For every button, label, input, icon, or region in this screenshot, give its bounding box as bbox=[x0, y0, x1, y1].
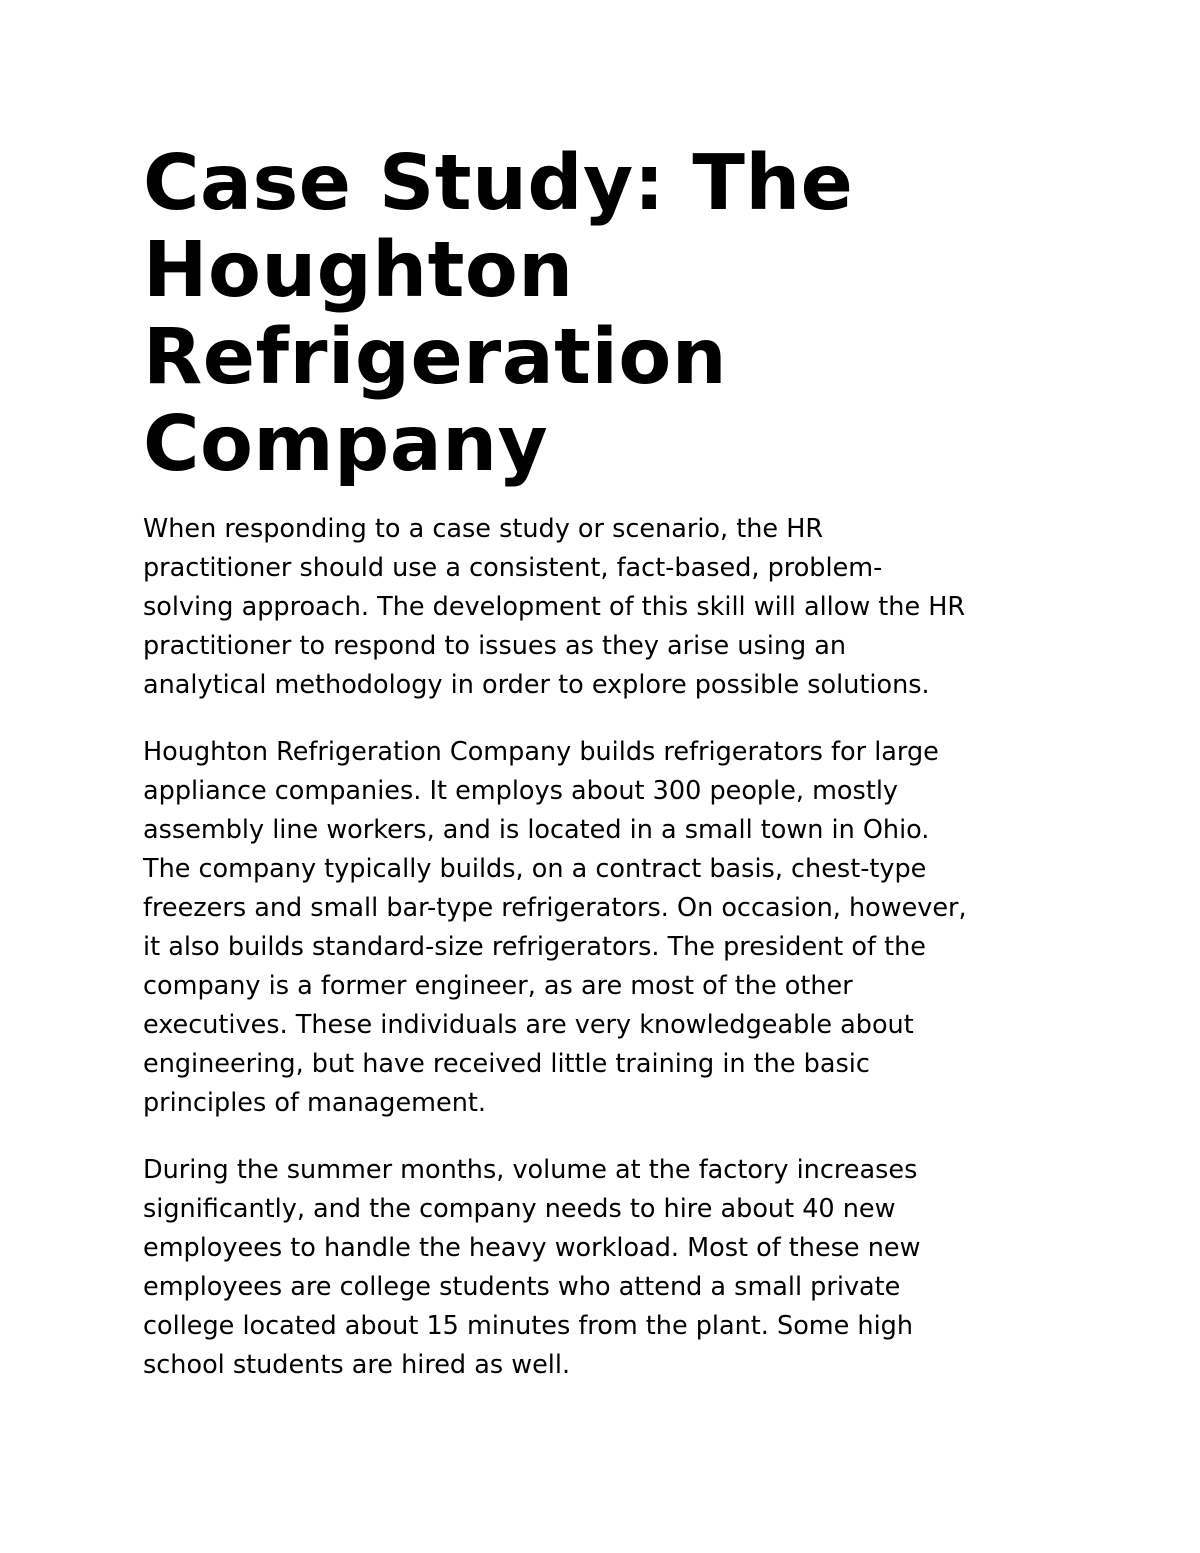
title-line: Case Study: The bbox=[143, 139, 854, 228]
paragraph-line: school students are hired as well. bbox=[143, 1350, 571, 1380]
paragraph-line: it also builds standard-size refrigerators. The president of the bbox=[143, 932, 926, 962]
paragraph-line: principles of management. bbox=[143, 1088, 486, 1118]
paragraph-line: employees to handle the heavy workload. Most of these new bbox=[143, 1233, 921, 1263]
paragraph-line: practitioner should use a consistent, fact-based, problem- bbox=[143, 553, 883, 583]
paragraph-line: When responding to a case study or scenario, the HR bbox=[143, 514, 824, 544]
paragraph-line: assembly line workers, and is located in a small town in Ohio. bbox=[143, 815, 930, 845]
paragraph-line: executives. These individuals are very knowledgeable about bbox=[143, 1010, 914, 1040]
paragraph-line: practitioner to respond to issues as they arise using an bbox=[143, 631, 847, 661]
paragraph-line: engineering, but have received little training in the basic bbox=[143, 1049, 870, 1079]
intro-paragraph bbox=[143, 510, 1073, 705]
paragraph-line: employees are college students who attend a small private bbox=[143, 1272, 901, 1302]
title-line: Refrigeration bbox=[143, 313, 728, 402]
paragraph-line: Houghton Refrigeration Company builds refrigerators for large bbox=[143, 737, 939, 767]
paragraph-line: solving approach. The development of this skill will allow the HR bbox=[143, 592, 966, 622]
paragraph-line: company is a former engineer, as are most of the other bbox=[143, 971, 853, 1001]
paragraph-line: significantly, and the company needs to hire about 40 new bbox=[143, 1194, 896, 1224]
paragraph-line: analytical methodology in order to explore possible solutions. bbox=[143, 670, 930, 700]
company-background-paragraph bbox=[143, 733, 1073, 1123]
page-title bbox=[143, 140, 1073, 488]
paragraph-line: During the summer months, volume at the factory increases bbox=[143, 1155, 918, 1185]
title-line: Company bbox=[143, 400, 549, 489]
title-line: Houghton bbox=[143, 226, 574, 315]
paragraph-line: The company typically builds, on a contract basis, chest-type bbox=[143, 854, 927, 884]
paragraph-line: freezers and small bar-type refrigerators. On occasion, however, bbox=[143, 893, 967, 923]
summer-hiring-paragraph bbox=[143, 1151, 1073, 1385]
paragraph-line: appliance companies. It employs about 300 people, mostly bbox=[143, 776, 898, 806]
document-content bbox=[143, 140, 1073, 1413]
paragraph-line: college located about 15 minutes from the plant. Some high bbox=[143, 1311, 914, 1341]
